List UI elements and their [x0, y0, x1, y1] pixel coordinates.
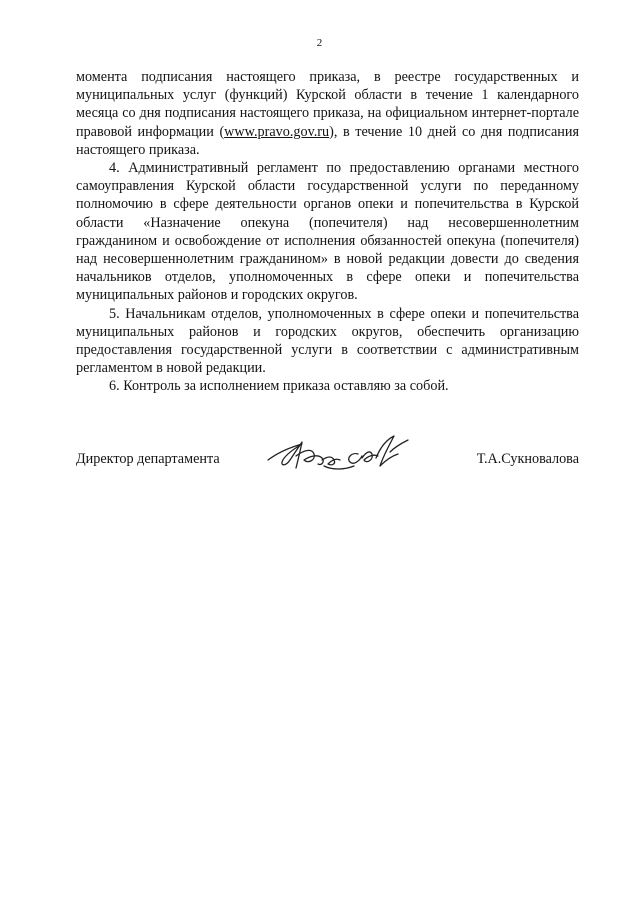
pravo-link[interactable]: www.pravo.gov.ru [224, 123, 330, 140]
paragraph-6: 6. Контроль за исполнением приказа оставляю за собой. [109, 378, 449, 395]
signature-block [76, 430, 579, 490]
paragraph-5: 5. Начальникам отделов, уполномоченных в сфере опеки и попечительства муниципальных районов и городских округов, обеспечить организацию предоставления государственной услуги в соответствии с административным регламентом в новой редакции. [76, 305, 579, 377]
paragraph-text: ), в течение 10 дней со дня подписания настоящего приказа. [76, 123, 579, 158]
paragraph-4: 4. Административный регламент по предоставлению органами местного самоуправления Курской области государственной услуги по переданному полномочию в сфере деятельности органов опеки и попечительства в Курской области «Назначение опекуна (попечителя) над несовершеннолетним гражданином и освобождение от исполнения обязанностей опекуна (попечителя) над несовершеннолетним гражданином» в новой редакции довести до сведения начальников отделов, уполномоченных в сфере опеки и попечительства муниципальных районов и городских округов. [76, 160, 579, 304]
body-text [76, 68, 579, 396]
page-number: 2 [316, 37, 323, 49]
paragraph-text: момента подписания настоящего приказа, в реестре государственных и муниципальных услуг (функций) Курской области в течение 1 календарного месяца со дня подписания настоящего приказа, на официальном интернет-портале правовой информации ( [76, 69, 579, 140]
signatory-name: Т.А.Сукновалова [476, 451, 579, 467]
signatory-title: Директор департамента [76, 451, 220, 467]
paragraph-3-continuation [76, 68, 579, 159]
handwritten-signature [262, 430, 412, 476]
